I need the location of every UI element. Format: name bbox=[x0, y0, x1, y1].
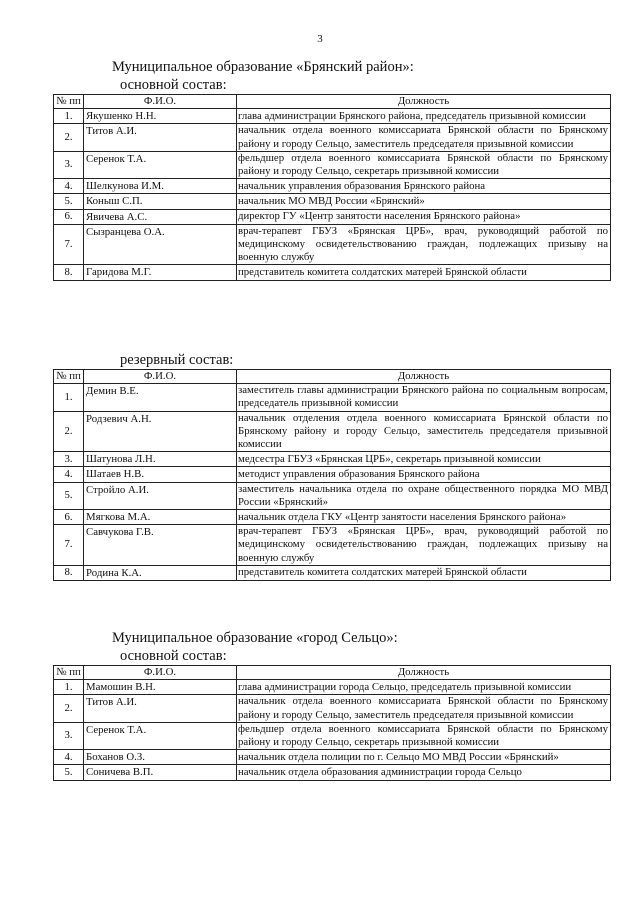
table-row bbox=[54, 680, 611, 695]
section-subheading: резервный состав: bbox=[120, 352, 234, 368]
row-num: 3. bbox=[54, 151, 84, 178]
row-name: Мамошин В.Н. bbox=[84, 680, 237, 695]
row-num: 6. bbox=[54, 510, 84, 525]
header-num: № пп bbox=[54, 95, 84, 109]
row-num: 2. bbox=[54, 695, 84, 722]
table-row bbox=[54, 765, 611, 780]
table-row bbox=[54, 482, 611, 509]
table-header-row bbox=[54, 370, 611, 384]
row-name: Савчукова Г.В. bbox=[84, 525, 237, 566]
row-num: 2. bbox=[54, 124, 84, 151]
table-row bbox=[54, 722, 611, 749]
row-num: 4. bbox=[54, 467, 84, 482]
row-position: начальник отделения отдела военного комиссариата Брянской области по Брянскому району и городу Сельцо, заместитель председателя призывной комиссии bbox=[237, 411, 611, 452]
header-name: Ф.И.О. bbox=[84, 95, 237, 109]
row-num: 8. bbox=[54, 265, 84, 280]
header-name: Ф.И.О. bbox=[84, 370, 237, 384]
table-row bbox=[54, 265, 611, 280]
row-num: 3. bbox=[54, 722, 84, 749]
row-position: представитель комитета солдатских матерей Брянской области bbox=[237, 265, 611, 280]
row-position: фельдшер отдела военного комиссариата Брянской области по Брянскому району и городу Сельцо, секретарь призывной комиссии bbox=[237, 722, 611, 749]
table-row bbox=[54, 179, 611, 194]
members-table bbox=[53, 94, 611, 281]
row-name: Титов А.И. bbox=[84, 695, 237, 722]
table-row bbox=[54, 525, 611, 566]
row-num: 8. bbox=[54, 565, 84, 580]
table-row bbox=[54, 109, 611, 124]
table-row bbox=[54, 224, 611, 265]
header-position: Должность bbox=[237, 95, 611, 109]
header-position: Должность bbox=[237, 370, 611, 384]
row-position: директор ГУ «Центр занятости населения Брянского района» bbox=[237, 209, 611, 224]
row-position: начальник отдела ГКУ «Центр занятости населения Брянского района» bbox=[237, 510, 611, 525]
section-heading: Муниципальное образование «Брянский район»: bbox=[112, 59, 414, 75]
row-name: Боханов О.З. bbox=[84, 750, 237, 765]
table-row bbox=[54, 411, 611, 452]
table-row bbox=[54, 565, 611, 580]
row-num: 7. bbox=[54, 525, 84, 566]
table-header-row bbox=[54, 666, 611, 680]
table-row bbox=[54, 151, 611, 178]
section-heading: Муниципальное образование «город Сельцо»: bbox=[112, 630, 398, 646]
row-name: Явичева А.С. bbox=[84, 209, 237, 224]
row-num: 5. bbox=[54, 482, 84, 509]
row-num: 4. bbox=[54, 179, 84, 194]
header-num: № пп bbox=[54, 666, 84, 680]
row-num: 2. bbox=[54, 411, 84, 452]
row-name: Родина К.А. bbox=[84, 565, 237, 580]
row-name: Стройло А.И. bbox=[84, 482, 237, 509]
row-name: Шатаев Н.В. bbox=[84, 467, 237, 482]
table-row bbox=[54, 467, 611, 482]
row-name: Мягкова М.А. bbox=[84, 510, 237, 525]
row-position: начальник управления образования Брянского района bbox=[237, 179, 611, 194]
table-row bbox=[54, 194, 611, 209]
row-position: фельдшер отдела военного комиссариата Брянской области по Брянскому району и городу Сельцо, секретарь призывной комиссии bbox=[237, 151, 611, 178]
row-num: 1. bbox=[54, 384, 84, 411]
row-name: Титов А.И. bbox=[84, 124, 237, 151]
row-num: 3. bbox=[54, 452, 84, 467]
members-table bbox=[53, 665, 611, 781]
row-position: врач-терапевт ГБУЗ «Брянская ЦРБ», врач, руководящий работой по медицинскому освидетельствованию граждан, подлежащих призыву на военную службу bbox=[237, 525, 611, 566]
row-name: Серенок Т.А. bbox=[84, 722, 237, 749]
table-row bbox=[54, 510, 611, 525]
row-position: глава администрации Брянского района, председатель призывной комиссии bbox=[237, 109, 611, 124]
row-num: 4. bbox=[54, 750, 84, 765]
table-row bbox=[54, 750, 611, 765]
row-position: представитель комитета солдатских матерей Брянской области bbox=[237, 565, 611, 580]
row-position: медсестра ГБУЗ «Брянская ЦРБ», секретарь призывной комиссии bbox=[237, 452, 611, 467]
row-name: Шатунова Л.Н. bbox=[84, 452, 237, 467]
row-num: 1. bbox=[54, 680, 84, 695]
section-subheading: основной состав: bbox=[120, 648, 227, 664]
header-position: Должность bbox=[237, 666, 611, 680]
table-header-row bbox=[54, 95, 611, 109]
members-table bbox=[53, 369, 611, 581]
row-position: заместитель главы администрации Брянского района по социальным вопросам, председатель призывной комиссии bbox=[237, 384, 611, 411]
row-name: Родзевич А.Н. bbox=[84, 411, 237, 452]
row-position: начальник отдела военного комиссариата Брянской области по Брянскому району и городу Сельцо, заместитель председателя призывной комиссии bbox=[237, 695, 611, 722]
header-name: Ф.И.О. bbox=[84, 666, 237, 680]
row-num: 6. bbox=[54, 209, 84, 224]
row-position: методист управления образования Брянского района bbox=[237, 467, 611, 482]
row-num: 5. bbox=[54, 194, 84, 209]
row-num: 7. bbox=[54, 224, 84, 265]
row-num: 1. bbox=[54, 109, 84, 124]
row-name: Якушенко Н.Н. bbox=[84, 109, 237, 124]
row-name: Соничева В.П. bbox=[84, 765, 237, 780]
page-number: 3 bbox=[317, 33, 323, 45]
row-position: заместитель начальника отдела по охране общественного порядка МО МВД России «Брянский» bbox=[237, 482, 611, 509]
row-position: начальник отдела образования администрации города Сельцо bbox=[237, 765, 611, 780]
table-row bbox=[54, 452, 611, 467]
row-position: начальник отдела военного комиссариата Брянской области по Брянскому району и городу Сельцо, заместитель председателя призывной комиссии bbox=[237, 124, 611, 151]
row-position: врач-терапевт ГБУЗ «Брянская ЦРБ», врач, руководящий работой по медицинскому освидетельствованию граждан, подлежащих призыву на военную службу bbox=[237, 224, 611, 265]
section-subheading: основной состав: bbox=[120, 77, 227, 93]
row-name: Сызранцева О.А. bbox=[84, 224, 237, 265]
row-position: начальник МО МВД России «Брянский» bbox=[237, 194, 611, 209]
table-row bbox=[54, 695, 611, 722]
row-position: начальник отдела полиции по г. Сельцо МО МВД России «Брянский» bbox=[237, 750, 611, 765]
table-row bbox=[54, 209, 611, 224]
table-row bbox=[54, 124, 611, 151]
table-row bbox=[54, 384, 611, 411]
row-name: Серенок Т.А. bbox=[84, 151, 237, 178]
header-num: № пп bbox=[54, 370, 84, 384]
row-num: 5. bbox=[54, 765, 84, 780]
row-name: Гаридова М.Г. bbox=[84, 265, 237, 280]
row-position: глава администрации города Сельцо, председатель призывной комиссии bbox=[237, 680, 611, 695]
row-name: Коныш С.П. bbox=[84, 194, 237, 209]
row-name: Шелкунова И.М. bbox=[84, 179, 237, 194]
row-name: Демин В.Е. bbox=[84, 384, 237, 411]
